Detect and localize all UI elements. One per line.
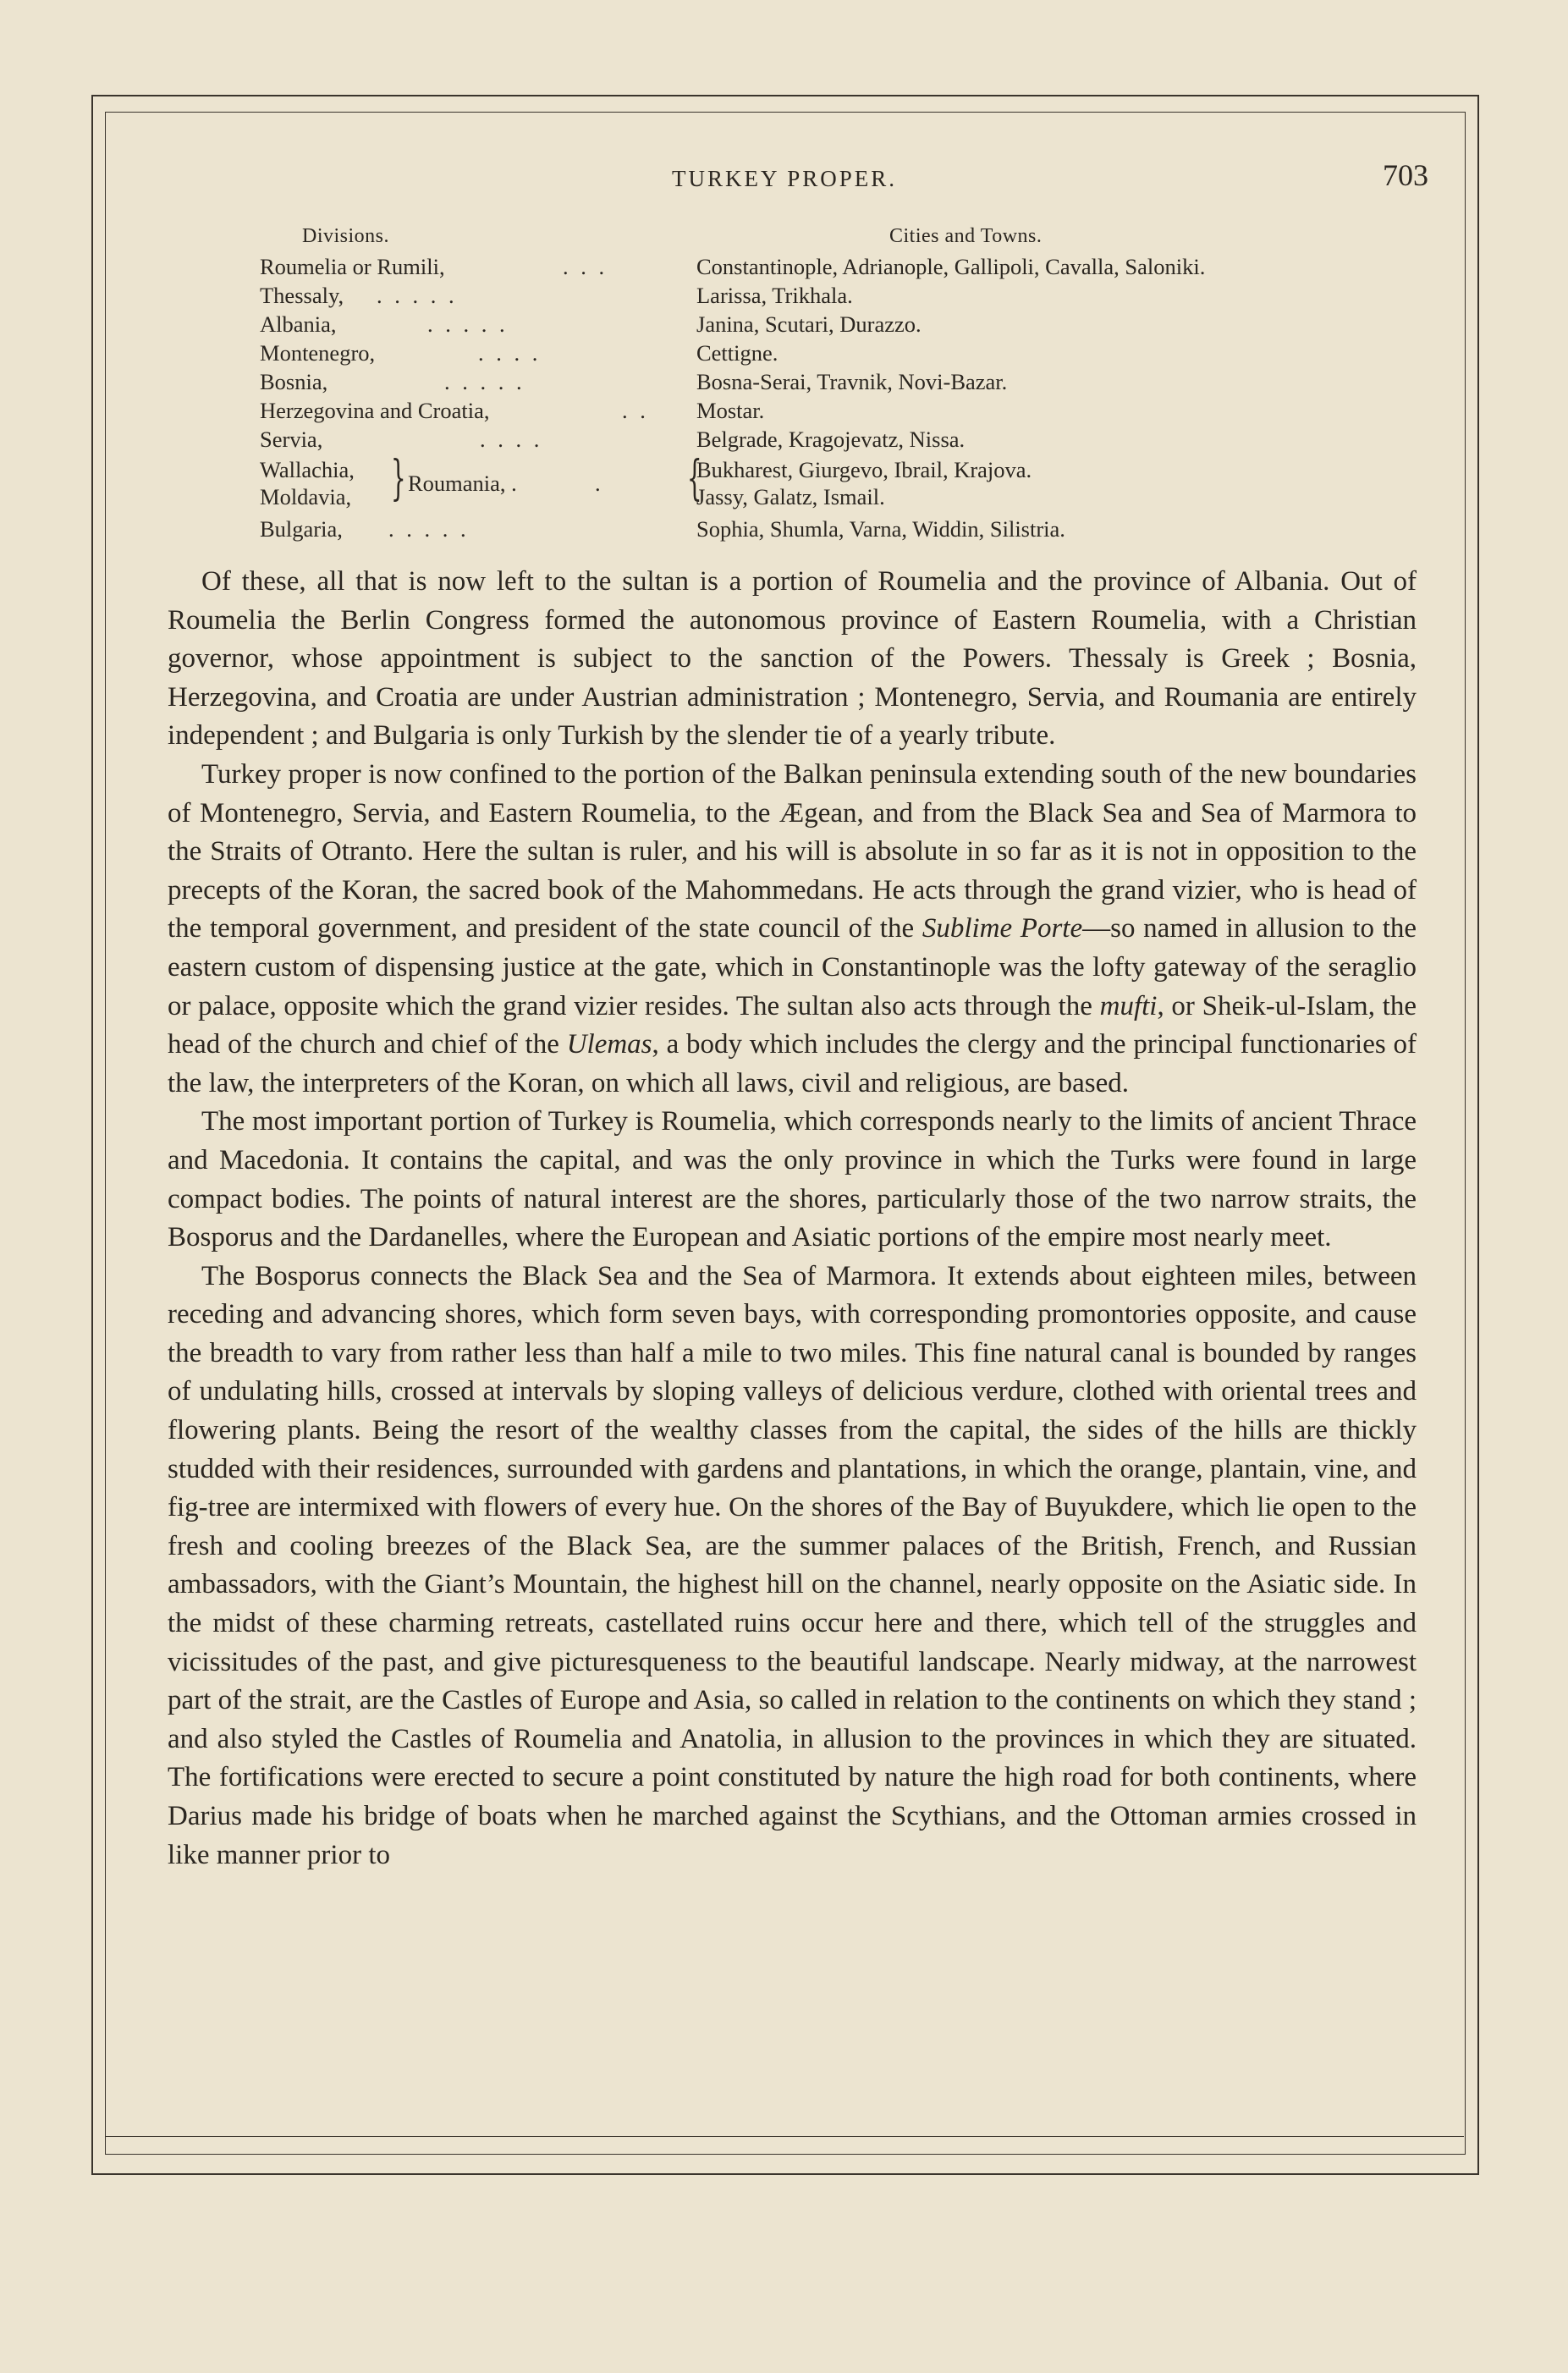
division-name: Roumelia or Rumili, [260, 254, 445, 279]
division-name: Wallachia, [260, 457, 355, 482]
cities-column-header: Cities and Towns. [889, 225, 1043, 247]
leader-dots: . . . . . [388, 516, 470, 542]
text-run: , a body which includes the clergy and the principal functionaries of the law, the interpreters of the Koran, on which all laws, civil and religious, are based. [168, 1029, 1417, 1098]
paragraph [168, 756, 1417, 1103]
roumania-label: Roumania, . [408, 471, 517, 496]
cities-list: Constantinople, Adrianople, Gallipoli, Cavalla, Saloniki. [696, 254, 1206, 279]
division-name: Bosnia, [260, 369, 328, 394]
leader-dots: . . . . . [444, 369, 525, 394]
text-run: Turkey proper is now confined to the portion of the Balkan peninsula extending south of the new boundaries of Montenegro, Servia, and Eastern Roumelia, to the Ægean, and from the Black Sea and Sea of Marmora to the Straits of Otranto. Here the sultan is ruler, and his will is absolute in so far as it is not in opposition to the precepts of the Koran, the sacred book of the Mahommedans. He acts through the grand vizier, who is head of the temporal government, and president of the state council of the [168, 758, 1417, 944]
leader-dots: . . [622, 398, 649, 423]
division-name: Servia, [260, 427, 323, 452]
paragraph: Of these, all that is now left to the sultan is a portion of Roumelia and the province of Albania. Out of Roumelia the Berlin Congress formed the autonomous province of Eastern Roumelia, with a Christian governor, whose appointment is subject to the sanction of the Powers. Thessaly is Greek ; Bosnia, Herzegovina, and Croatia are under Austrian administration ; Montenegro, Servia, and Roumania are entirely independent ; and Bulgaria is only Turkish by the slender tie of a yearly tribute. [168, 566, 1417, 752]
italic-term: mufti [1099, 990, 1158, 1021]
divisions-column-header: Divisions. [302, 225, 390, 247]
table-row [165, 339, 1417, 367]
cities-list: Janina, Scutari, Durazzo. [696, 311, 922, 337]
cities-list: Belgrade, Kragojevatz, Nissa. [696, 427, 966, 452]
cities-list: Mostar. [696, 398, 765, 423]
division-name: Montenegro, [260, 340, 376, 366]
cities-list: Bosna-Serai, Travnik, Novi-Bazar. [696, 369, 1008, 394]
cities-list: Sophia, Shumla, Varna, Widdin, Silistria. [696, 516, 1065, 542]
cities-list: Jassy, Galatz, Ismail. [696, 484, 885, 509]
page-number: 703 [1383, 158, 1428, 192]
division-name: Herzegovina and Croatia, [260, 398, 490, 423]
leader-dots: . . . . [480, 427, 543, 452]
table-row [165, 310, 1417, 339]
paragraph: The Bosporus connects the Black Sea and the Sea of Marmora. It extends about eighteen miles, between receding and advancing shores, which form seven bays, with corresponding promontories opposite, and cause the breadth to vary from rather less than half a mile to two miles. This fine natural canal is bounded by ranges of undulating hills, crossed at intervals by sloping valleys of delicious verdure, clothed with oriental trees and flowering plants. Being the resort of the wealthy classes from the capital, the sides of the hills are thickly studded with their residences, surrounded with gardens and plantations, in which the orange, plantain, vine, and fig-tree are intermixed with flowers of every hue. On the shores of the Bay of Buyukdere, which lie open to the fresh and cooling breezes of the Black Sea, are the summer palaces of the British, French, and Russian ambassadors, with the Giant’s Mountain, the highest hill on the channel, nearly opposite on the Asiatic side. In the midst of these charming retreats, castellated ruins occur here and there, which tell of the struggles and vicissitudes of the past, and give picturesqueness to the beautiful landscape. Nearly midway, at the narrowest part of the strait, are the Castles of Europe and Asia, so called in relation to the continents on which they stand ; and also styled the Castles of Roumelia and Anatolia, in allusion to the provinces in which they are situated. The fortifications were erected to secure a point constituted by nature the high road for both continents, where Darius made his bridge of boats when he marched against the Scythians, and the Ottoman armies crossed in like manner prior to [168, 1260, 1417, 1870]
bottom-rule [105, 2136, 1464, 2137]
body-text [168, 563, 1417, 1875]
table-row [165, 252, 1417, 281]
table-row [165, 367, 1417, 396]
cities-list: Larissa, Trikhala. [696, 283, 853, 308]
italic-term: Ulemas [566, 1029, 652, 1060]
leader-dots: . . . . . [427, 311, 509, 337]
text-run: —so named in allusion to the eastern custom of dispensing justice at the gate, which in Constantinople was the lofty gateway of the seraglio or palace, opposite which the grand vizier resides. The sultan also acts through the [168, 913, 1417, 1021]
cities-list: Cettigne. [696, 340, 778, 366]
right-brace: { [686, 451, 702, 506]
cities-list: Bukharest, Giurgevo, Ibrail, Krajova. [696, 457, 1032, 482]
table-row [165, 281, 1417, 310]
leader-dots: . . . [563, 254, 608, 279]
page-header [105, 157, 1464, 200]
division-name: Moldavia, [260, 484, 352, 509]
leader-dots: . . . . [478, 340, 542, 366]
division-name: Thessaly, [260, 283, 344, 308]
division-name: Albania, [260, 311, 337, 337]
italic-term: Sublime Porte [922, 913, 1083, 944]
leader-dots: . . . . . [377, 283, 458, 308]
roumania-group [165, 451, 1417, 509]
division-name: Bulgaria, [260, 516, 343, 542]
text-run: , or Sheik-ul-Islam, the head of the church and chief of the [168, 990, 1417, 1060]
table-row [165, 425, 1417, 454]
running-head: TURKEY PROPER. [671, 166, 898, 191]
leader-dots: . [595, 471, 604, 496]
paragraph: The most important portion of Turkey is Roumelia, which corresponds nearly to the limits of ancient Thrace and Macedonia. It contains the capital, and was the only province in which the Turks were found in large compact bodies. The points of natural interest are the shores, particularly those of the two narrow straits, the Bosporus and the Dardanelles, where the European and Asiatic portions of the empire most nearly meet. [168, 1106, 1417, 1253]
table-row [165, 396, 1417, 425]
left-brace: } [390, 451, 406, 506]
table-row [165, 515, 1417, 543]
